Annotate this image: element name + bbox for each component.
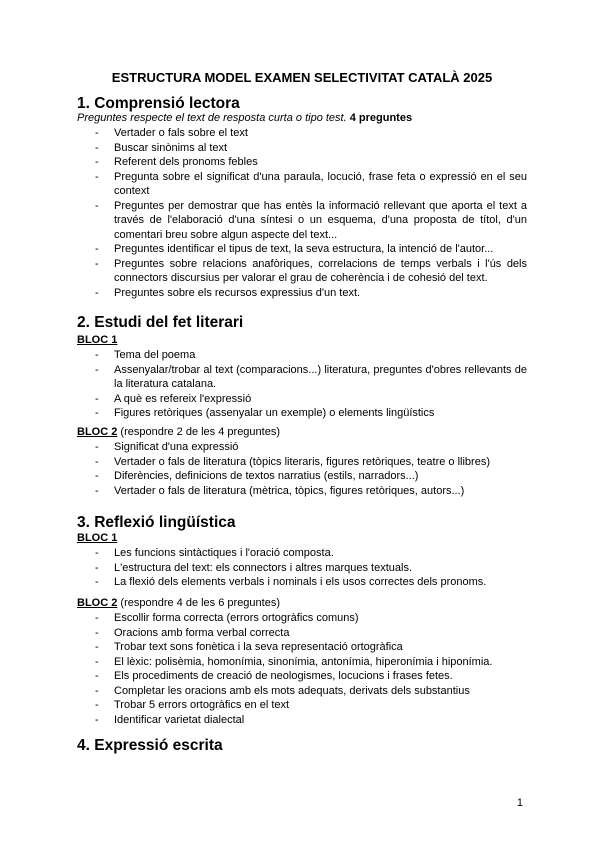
list-item-text: Vertader o fals de literatura (mètrica, tòpics, figures retòriques, autors...) (114, 484, 465, 497)
document-title: ESTRUCTURA MODEL EXAMEN SELECTIVITAT CATALÀ 2025 (111, 70, 493, 85)
dash-bullet: - (95, 349, 99, 361)
dash-bullet: - (95, 170, 99, 183)
item-list (77, 546, 527, 590)
bloc-heading (77, 425, 280, 439)
list-item-text: Tema del poema (114, 349, 196, 361)
list-item (77, 484, 527, 499)
list-item (77, 455, 527, 470)
list-item (77, 669, 527, 684)
list-item-text: L'estructura del text: els connectors i altres marques textuals. (114, 561, 413, 574)
dash-bullet: - (95, 576, 99, 588)
list-item-text: Vertader o fals de literatura (tòpics literaris, figures retòriques, teatre o llibres) (114, 455, 490, 468)
dash-bullet: - (95, 626, 99, 639)
list-item-text: Escollir forma correcta (errors ortogràfics comuns) (114, 612, 359, 624)
list-item-text: Vertader o fals sobre el text (114, 127, 248, 139)
dash-bullet: - (95, 257, 99, 270)
list-item-text: Trobar 5 errors ortogràfics en el text (114, 699, 290, 711)
list-item (77, 640, 527, 655)
list-item-text: Buscar sinònims al text (114, 141, 228, 154)
list-item (77, 363, 527, 392)
dash-bullet: - (95, 441, 99, 453)
list-item-text: Completar les oracions amb els mots adequats, derivats dels substantius (114, 684, 470, 697)
item-list (77, 348, 527, 421)
list-item (77, 575, 527, 590)
dash-bullet: - (95, 470, 99, 482)
list-item (77, 713, 527, 728)
dash-bullet: - (95, 392, 99, 405)
bloc-heading (77, 531, 117, 545)
bloc-heading (77, 596, 280, 610)
dash-bullet: - (95, 699, 99, 711)
list-item-text: Identificar varietat dialectal (114, 713, 245, 726)
dash-bullet: - (95, 670, 99, 682)
list-item (77, 141, 527, 156)
list-item (77, 611, 527, 626)
list-item (77, 698, 527, 713)
dash-bullet: - (95, 407, 99, 419)
bloc-heading (77, 333, 117, 347)
dash-bullet: - (95, 612, 99, 624)
dash-bullet: - (95, 713, 99, 726)
dash-bullet: - (95, 363, 99, 376)
bloc-label: BLOC 1 (77, 532, 118, 544)
list-item-text: La flexió dels elements verbals i nominals i els usos correctes dels pronoms. (114, 576, 487, 588)
section-heading-reflexio: 3. Reflexió lingüística (77, 514, 236, 531)
dash-bullet: - (95, 199, 99, 212)
section-heading-comprensio: 1. Comprensió lectora (77, 95, 240, 112)
list-item-text: Les funcions sintàctiques i l'oració composta. (114, 547, 334, 559)
list-item-text: Trobar text sons fonètica i la seva representació ortogràfica (114, 641, 403, 653)
list-item-text: Preguntes sobre relacions anafòriques, correlacions de temps verbals i l'ús dels connectors discursius per valorar el grau de coherència i de cohesió del text. (114, 257, 527, 284)
bloc-label: BLOC 1 (77, 334, 118, 346)
list-item (77, 392, 527, 407)
list-item-text: Assenyalar/trobar al text (comparacions...) literatura, preguntes d'obres rellevants de la literatura catalana. (114, 363, 527, 390)
list-item-text: Els procediments de creació de neologismes, locucions i frases fetes. (114, 670, 453, 682)
dash-bullet: - (95, 243, 99, 255)
list-item (77, 242, 527, 257)
bloc-note: (respondre 2 de les 4 preguntes) (117, 426, 280, 438)
list-item-text: Figures retòriques (assenyalar un exemple) o elements lingüístics (114, 407, 435, 419)
bloc-note: (respondre 4 de les 6 preguntes) (117, 597, 280, 609)
section-heading-expressio: 4. Expressió escrita (77, 737, 223, 754)
dash-bullet: - (95, 561, 99, 574)
list-item (77, 155, 527, 170)
section-intro (77, 111, 412, 125)
list-item-text: Referent dels pronoms febles (114, 156, 258, 168)
bloc-label: BLOC 2 (77, 597, 118, 609)
dash-bullet: - (95, 547, 99, 559)
list-item (77, 626, 527, 641)
list-item (77, 561, 527, 576)
list-item-text: Significat d'una expressió (114, 441, 239, 453)
list-item-text: Oracions amb forma verbal correcta (114, 626, 290, 639)
list-item-text: Pregunta sobre el significat d'una paraula, locució, frase feta o expressió en el seu context (114, 170, 527, 197)
item-list (77, 440, 527, 498)
list-item-text: A què es refereix l'expressió (114, 392, 252, 405)
intro-bold-count: 4 preguntes (349, 112, 413, 124)
list-item (77, 257, 527, 286)
dash-bullet: - (95, 484, 99, 497)
list-item-text: El lèxic: polisèmia, homonímia, sinonímia, antonímia, hiperonímia i hiponímia. (114, 655, 493, 668)
list-item (77, 684, 527, 699)
section-heading-literari: 2. Estudi del fet literari (77, 314, 244, 331)
intro-italic-text: Preguntes respecte el text de resposta curta o tipo test. (77, 112, 347, 124)
list-item (77, 199, 527, 243)
dash-bullet: - (95, 684, 99, 697)
item-list (77, 126, 527, 300)
bloc-label: BLOC 2 (77, 426, 118, 438)
list-item (77, 286, 527, 301)
dash-bullet: - (95, 141, 99, 154)
dash-bullet: - (95, 455, 99, 468)
dash-bullet: - (95, 127, 99, 139)
list-item (77, 126, 527, 141)
page-number: 1 (516, 797, 523, 809)
list-item (77, 348, 527, 363)
list-item (77, 440, 527, 455)
list-item (77, 546, 527, 561)
dash-bullet: - (95, 286, 99, 299)
list-item (77, 406, 527, 421)
list-item (77, 170, 527, 199)
item-list (77, 611, 527, 727)
list-item-text: Preguntes per demostrar que has entès la informació rellevant que aporta el text a través de l'elaboració d'una síntesi o un esquema, d'una proposta de títol, d'un comentari breu sobre algun aspecte del text... (114, 199, 527, 241)
list-item-text: Preguntes sobre els recursos expressius d'un text. (114, 286, 361, 299)
list-item (77, 655, 527, 670)
list-item-text: Diferències, definicions de textos narratius (estils, narradors...) (114, 470, 419, 482)
list-item-text: Preguntes identificar el tipus de text, la seva estructura, la intenció de l'autor... (114, 243, 494, 255)
dash-bullet: - (95, 641, 99, 653)
dash-bullet: - (95, 156, 99, 168)
list-item (77, 469, 527, 484)
dash-bullet: - (95, 655, 99, 668)
